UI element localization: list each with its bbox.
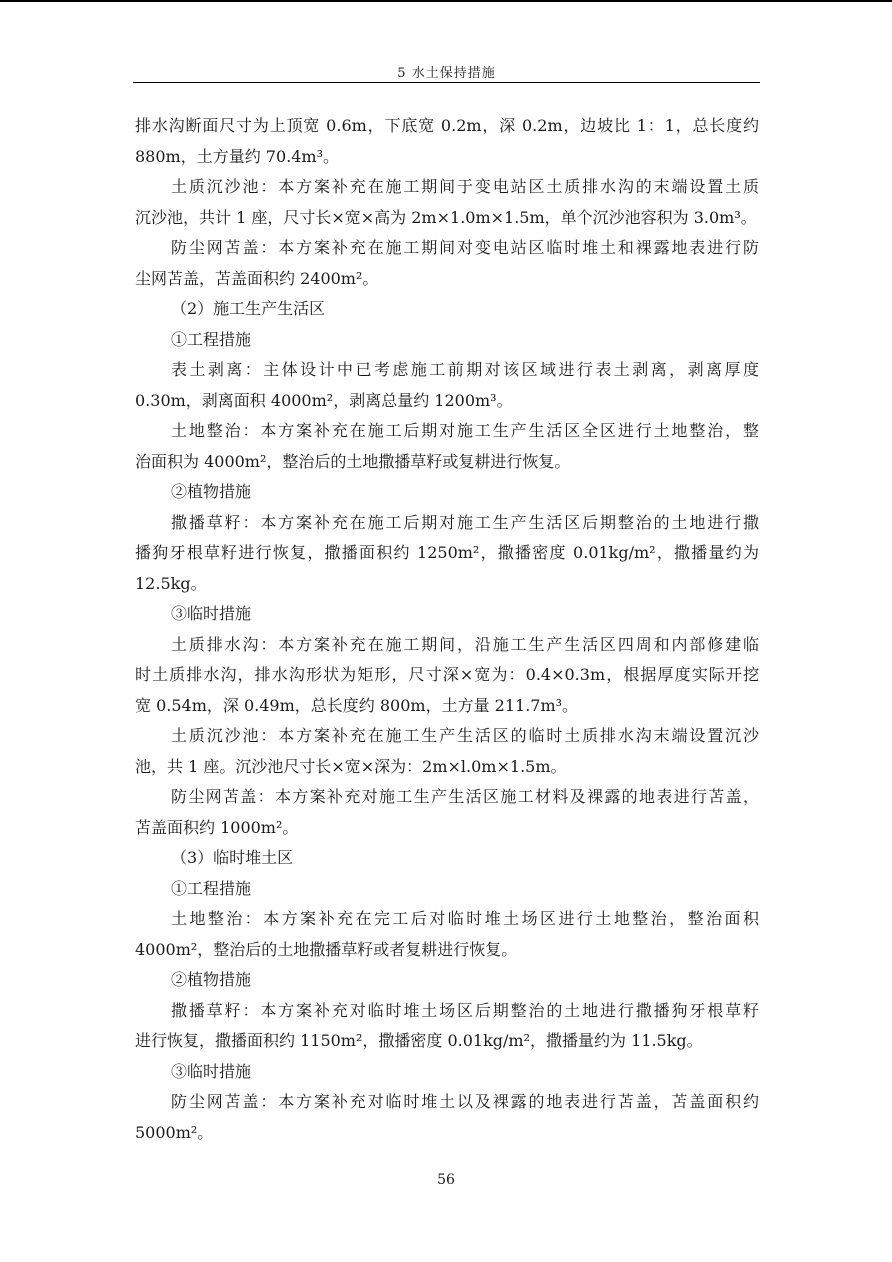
paragraph-line: 4000m²，整治后的土地撒播草籽或者复耕进行恢复。 <box>135 939 518 959</box>
page-number: 56 <box>437 1172 455 1188</box>
paragraph-line: 防尘网苫盖：本方案补充在施工期间对变电站区临时堆土和裸露地表进行防 <box>171 238 759 257</box>
subsection-heading: ②植物措施 <box>171 482 252 501</box>
paragraph-line: 排水沟断面尺寸为上顶宽 0.6m，下底宽 0.2m，深 0.2m，边坡比 1：1，总长度约 <box>135 116 759 135</box>
subsection-heading: ②植物措施 <box>171 970 252 989</box>
paragraph-line: 池，共 1 座。沉沙池尺寸长×宽×深为：2m×l.0m×1.5m。 <box>135 756 567 776</box>
paragraph-line: 表土剥离：主体设计中已考虑施工前期对该区域进行表土剥离，剥离厚度 <box>171 360 759 379</box>
paragraph-line: 撒播草籽：本方案补充对临时堆土场区后期整治的土地进行撒播狗牙根草籽 <box>171 1000 759 1020</box>
paragraph-line: 沉沙池，共计 1 座，尺寸长×宽×高为 2m×1.0m×1.5m，单个沉沙池容积为 3.0m³。 <box>135 207 757 227</box>
paragraph-line: 播狗牙根草籽进行恢复，撒播面积约 1250m²，撒播密度 0.01kg/m²，撒播量约为 <box>135 543 759 562</box>
paragraph-line: 0.30m，剥离面积 4000m²，剥离总量约 1200m³。 <box>135 390 513 410</box>
subsection-heading: ①工程措施 <box>171 878 252 898</box>
paragraph-line: 土质沉沙池：本方案补充在施工生产生活区的临时土质排水沟末端设置沉沙 <box>171 726 759 745</box>
paragraph-line: 宽 0.54m，深 0.49m，总长度约 800m，土方量 211.7m³。 <box>135 695 579 715</box>
paragraph-line: 防尘网苫盖：本方案补充对临时堆土以及裸露的地表进行苫盖，苫盖面积约 <box>171 1092 759 1111</box>
body-text <box>135 111 759 1148</box>
running-header: 5 水土保持措施 <box>397 66 496 81</box>
paragraph-line: 5000m²。 <box>135 1122 214 1142</box>
paragraph-line: 土质排水沟：本方案补充在施工期间，沿施工生产生活区四周和内部修建临 <box>171 634 759 654</box>
header-rule <box>133 82 760 83</box>
paragraph-line: 进行恢复，撒播面积约 1150m²，撒播密度 0.01kg/m²，撒播量约为 11.5kg。 <box>135 1031 703 1050</box>
paragraph-line: 防尘网苫盖：本方案补充对施工生产生活区施工材料及裸露的地表进行苫盖， <box>171 787 759 806</box>
section-heading: （2）施工生产生活区 <box>171 299 326 318</box>
paragraph-line: 12.5kg。 <box>135 573 207 593</box>
paragraph-line: 880m，土方量约 70.4m³。 <box>135 146 340 166</box>
paragraph-line: 土地整治：本方案补充在施工后期对施工生产生活区全区进行土地整治，整 <box>171 421 759 440</box>
paragraph-line: 治面积为 4000m²，整治后的土地撒播草籽或复耕进行恢复。 <box>135 451 571 471</box>
section-heading: （3）临时堆土区 <box>171 848 294 867</box>
subsection-heading: ①工程措施 <box>171 329 252 349</box>
paragraph-line: 苫盖面积约 1000m²。 <box>135 817 299 837</box>
paragraph-line: 撒播草籽：本方案补充在施工后期对施工生产生活区后期整治的土地进行撒 <box>171 512 759 532</box>
paragraph-line: 尘网苫盖，苫盖面积约 2400m²。 <box>135 268 379 288</box>
top-border <box>0 0 892 2</box>
subsection-heading: ③临时措施 <box>171 1061 252 1081</box>
paragraph-line: 土地整治：本方案补充在完工后对临时堆土场区进行土地整治，整治面积 <box>171 909 759 928</box>
paragraph-line: 土质沉沙池：本方案补充在施工期间于变电站区土质排水沟的末端设置土质 <box>171 177 759 196</box>
paragraph-line: 时土质排水沟，排水沟形状为矩形，尺寸深×宽为：0.4×0.3m，根据厚度实际开挖 <box>135 665 759 684</box>
subsection-heading: ③临时措施 <box>171 604 252 623</box>
